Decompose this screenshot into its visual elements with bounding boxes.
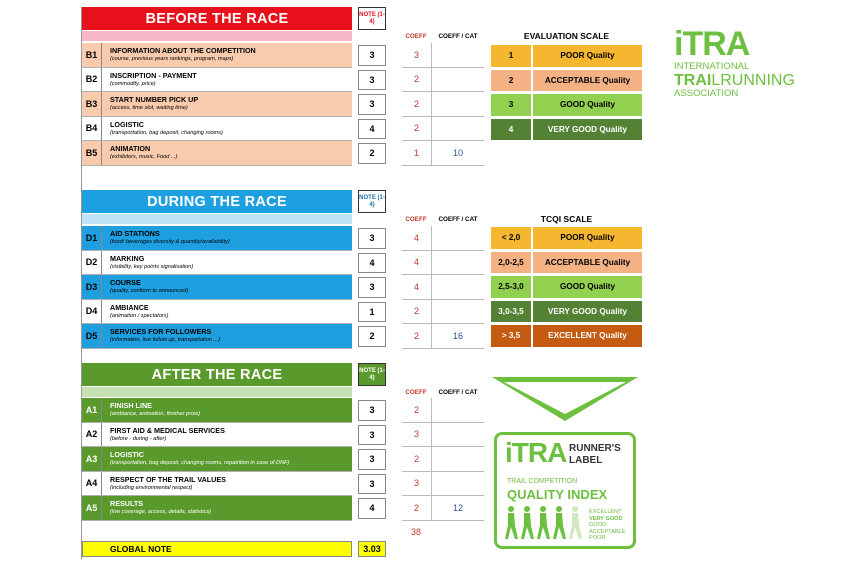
before-row-b5 — [82, 141, 352, 166]
tcqi_scale-key: 3,0-3,5 — [490, 300, 532, 324]
quality-level: EXCELLENT — [589, 509, 622, 515]
row-subtitle: (information, live follow up, transportation ...) — [110, 337, 221, 343]
row-code: A5 — [82, 496, 102, 520]
row-note: 3 — [358, 449, 386, 470]
tcqi_scale-label: GOOD Quality — [532, 275, 643, 299]
quality-levels — [589, 509, 626, 542]
row-title: MARKING — [110, 253, 145, 263]
itra-logo-line2-i: I — [706, 72, 712, 89]
quality-level: ACCEPTABLE — [589, 528, 626, 535]
row-note: 3 — [358, 277, 386, 298]
during-row-d3 — [82, 275, 352, 300]
during-row-d5 — [82, 324, 352, 349]
after-band — [82, 387, 352, 397]
row-code: B2 — [82, 68, 102, 92]
global-note-label: GLOBAL NOTE — [82, 541, 352, 557]
row-coeff-cat — [432, 398, 484, 423]
quality-level: POOR — [589, 535, 606, 541]
row-title: START NUMBER PICK UP — [110, 95, 199, 104]
row-coeff: 1 — [402, 141, 432, 166]
evaluation_scale-key: 3 — [490, 93, 532, 117]
row-coeff-cat: 10 — [432, 141, 484, 166]
row-coeff-cat — [432, 226, 484, 251]
row-coeff: 2 — [402, 447, 432, 472]
row-subtitle: (visibility, key points signalisation) — [110, 263, 194, 270]
row-note: 4 — [358, 119, 386, 140]
row-subtitle: (quality, conform to announced) — [110, 288, 189, 294]
row-code: A1 — [82, 398, 102, 422]
after-row-a3 — [82, 447, 352, 472]
evaluation_scale-key: 4 — [490, 118, 532, 142]
row-subtitle: (course, previous years rankings, program, maps) — [110, 56, 234, 62]
after-row-a1 — [82, 398, 352, 423]
row-subtitle: (animation / spectators) — [110, 312, 169, 319]
tcqi_scale-label: POOR Quality — [532, 226, 643, 250]
cat-header: COEFF / CAT — [438, 33, 478, 40]
row-code: A3 — [82, 447, 102, 471]
row-coeff: 2 — [402, 324, 432, 349]
tcqi_scale-label: EXCELLENT Quality — [532, 324, 643, 348]
row-note: 3 — [358, 94, 386, 115]
row-note: 2 — [358, 326, 386, 347]
row-code: D1 — [82, 226, 102, 250]
before-note-header: NOTE (1-4) — [358, 7, 386, 30]
row-title: COURSE — [110, 278, 141, 287]
row-code: D2 — [82, 251, 102, 275]
tcqi_scale-key: 2,5-3,0 — [490, 275, 532, 299]
during-section-title: DURING THE RACE — [82, 190, 352, 213]
row-coeff: 2 — [402, 300, 432, 325]
before-row-b3 — [82, 92, 352, 117]
runners-icon — [503, 505, 585, 541]
before-row-b1 — [82, 43, 352, 68]
row-subtitle: (access, time slot, waiting time) — [110, 105, 188, 111]
runners-label-card — [494, 432, 636, 549]
row-code: B5 — [82, 141, 102, 165]
row-title: FIRST AID & MEDICAL SERVICES — [110, 425, 225, 435]
row-title: LOGISTIC — [110, 450, 144, 459]
cat-header-after: COEFF / CAT — [438, 389, 478, 396]
itra-logo-line2 — [674, 72, 814, 89]
itra-logo-line1: INTERNATIONAL — [674, 61, 750, 72]
cat-header-during: COEFF / CAT — [438, 216, 478, 223]
row-subtitle: (live coverage, access, details, statistics) — [110, 509, 212, 515]
row-title: ANIMATION — [110, 144, 151, 153]
row-coeff-cat — [432, 275, 484, 300]
during-row-d2 — [82, 251, 352, 276]
quality-level: VERY GOOD — [589, 515, 623, 522]
tcqi_scale-label: VERY GOOD Quality — [532, 300, 643, 324]
itra-logo — [674, 26, 814, 108]
row-coeff-cat — [432, 43, 484, 68]
row-note: 3 — [358, 400, 386, 421]
during-band — [82, 214, 352, 224]
row-title: FINISH LINE — [110, 401, 152, 410]
row-coeff: 3 — [402, 423, 432, 448]
after-note-header: NOTE (1-4) — [358, 363, 386, 386]
during-row-d1 — [82, 226, 352, 251]
row-coeff: 3 — [402, 472, 432, 497]
row-coeff: 2 — [402, 68, 432, 93]
label-card-competition: TRAIL COMPETITION — [507, 478, 578, 485]
row-note: 3 — [358, 228, 386, 249]
down-arrow-icon — [490, 375, 640, 423]
row-title: SERVICES FOR FOLLOWERS — [110, 327, 212, 336]
tcqi_scale-key: < 2,0 — [490, 226, 532, 250]
coeff-header-during: COEFF — [405, 216, 427, 223]
during-row-d4 — [82, 300, 352, 325]
row-coeff-cat — [432, 92, 484, 117]
itra-logo-line3: ASSOCIATION — [674, 88, 739, 99]
row-subtitle: (including environmental respect) — [110, 484, 193, 491]
row-title: INSCRIPTION - PAYMENT — [110, 70, 197, 80]
row-title: RESPECT OF THE TRAIL VALUES — [110, 474, 226, 484]
row-coeff: 2 — [402, 92, 432, 117]
tcqi_scale-label: ACCEPTABLE Quality — [532, 251, 643, 275]
row-coeff-cat — [432, 68, 484, 93]
quality-level: GOOD — [589, 522, 607, 528]
row-code: A4 — [82, 472, 102, 496]
label-card-label: LABEL — [569, 455, 603, 466]
table-left-border — [81, 7, 82, 559]
row-coeff-cat — [432, 251, 484, 276]
evaluation_scale-label: VERY GOOD Quality — [532, 118, 643, 142]
row-subtitle: (exhibitors, music, Food ...) — [110, 154, 178, 160]
row-note: 2 — [358, 143, 386, 164]
row-code: D5 — [82, 324, 102, 348]
global-note-value: 3.03 — [358, 541, 386, 557]
row-code: B1 — [82, 43, 102, 67]
row-coeff-cat — [432, 472, 484, 497]
coeff-total: 38 — [410, 527, 421, 537]
during-note-header: NOTE (1-4) — [358, 190, 386, 213]
row-note: 3 — [358, 45, 386, 66]
row-coeff-cat — [432, 300, 484, 325]
row-note: 1 — [358, 302, 386, 323]
row-code: B4 — [82, 117, 102, 141]
row-title: LOGISTIC — [110, 119, 144, 129]
row-code: B3 — [82, 92, 102, 116]
row-coeff: 4 — [402, 251, 432, 276]
row-coeff: 4 — [402, 226, 432, 251]
row-code: D4 — [82, 300, 102, 324]
row-subtitle: (ambiance, animation, finisher prize) — [110, 411, 201, 417]
row-code: A2 — [82, 423, 102, 447]
label-card-quality-index: QUALITY INDEX — [507, 487, 608, 502]
coeff-header-after: COEFF — [405, 389, 427, 396]
evaluation_scale-key: 2 — [490, 69, 532, 93]
itra-logo-line2-running: LRUNNING — [711, 72, 795, 89]
row-subtitle: (transportation, bag deposit, changing rooms, repatrition in case of DNF) — [110, 460, 290, 466]
row-coeff-cat — [432, 117, 484, 142]
evaluation_scale-key: 1 — [490, 44, 532, 68]
tcqi-scale-title: TCQI SCALE — [540, 214, 593, 224]
after-row-a2 — [82, 423, 352, 448]
row-title: AMBIANCE — [110, 302, 149, 312]
tcqi_scale-key: > 3,5 — [490, 324, 532, 348]
evaluation_scale-label: POOR Quality — [532, 44, 643, 68]
row-subtitle: (transportation, bag deposit, changing rooms) — [110, 129, 223, 136]
after-row-a4 — [82, 472, 352, 497]
evaluation-scale-title: EVALUATION SCALE — [523, 31, 610, 41]
row-code: D3 — [82, 275, 102, 299]
before-section-title: BEFORE THE RACE — [82, 7, 352, 30]
itra-logo-line2-tra: TRA — [674, 72, 707, 89]
before-band — [82, 31, 352, 41]
row-coeff-cat: 16 — [432, 324, 484, 349]
row-note: 3 — [358, 425, 386, 446]
after-section-title: AFTER THE RACE — [82, 363, 352, 386]
label-card-runners: RUNNER'S — [569, 443, 621, 454]
row-note: 3 — [358, 70, 386, 91]
after-row-a5 — [82, 496, 352, 521]
evaluation_scale-label: GOOD Quality — [532, 93, 643, 117]
row-title: INFORMATION ABOUT THE COMPETITION — [110, 46, 256, 55]
row-note: 3 — [358, 474, 386, 495]
itra-logo-mark: iTRA — [674, 25, 750, 63]
row-subtitle: (commodity, price) — [110, 80, 156, 87]
row-note: 4 — [358, 498, 386, 519]
row-coeff: 4 — [402, 275, 432, 300]
row-coeff-cat — [432, 447, 484, 472]
row-title: AID STATIONS — [110, 229, 160, 238]
row-coeff: 2 — [402, 398, 432, 423]
label-card-mark: iTRA — [505, 437, 567, 468]
row-note: 4 — [358, 253, 386, 274]
row-coeff: 2 — [402, 496, 432, 521]
before-row-b4 — [82, 117, 352, 142]
row-coeff: 2 — [402, 117, 432, 142]
row-coeff: 3 — [402, 43, 432, 68]
tcqi_scale-key: 2,0-2,5 — [490, 251, 532, 275]
evaluation_scale-label: ACCEPTABLE Quality — [532, 69, 643, 93]
coeff-header: COEFF — [405, 33, 427, 40]
row-title: RESULTS — [110, 499, 144, 508]
before-row-b2 — [82, 68, 352, 93]
row-subtitle: (food/ beverages diversity & quantity/availability) — [110, 239, 230, 245]
row-coeff-cat — [432, 423, 484, 448]
row-subtitle: (before - during - after) — [110, 435, 167, 442]
row-coeff-cat: 12 — [432, 496, 484, 521]
